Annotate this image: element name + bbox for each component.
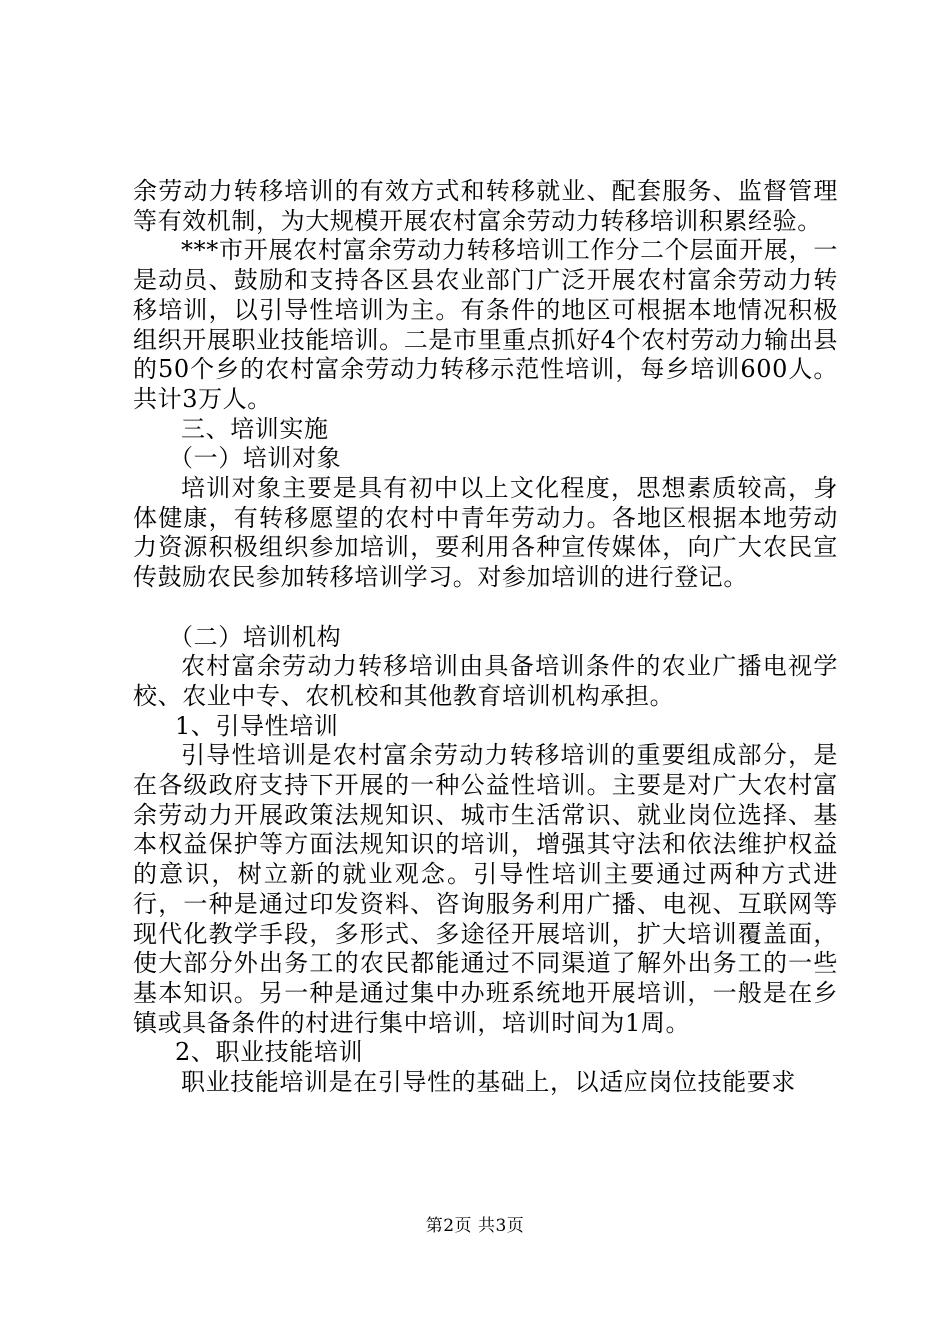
subsection-heading-trainees: （一）培训对象 bbox=[169, 444, 342, 473]
paragraph-institutions: 农村富余劳动力转移培训由具备培训条件的农业广播电视学校、农业中专、农机校和其他教育培训机构承担。 bbox=[133, 652, 838, 710]
paragraph-trainees: 培训对象主要是具有初中以上文化程度，思想素质较高，身体健康，有转移愿望的农村中青年劳动力。各地区根据本地劳动力资源积极组织参加培训，要利用各种宣传媒体，向广大农民宣传鼓励农民参加转移培训学习。对参加培训的进行登记。 bbox=[133, 474, 838, 592]
paragraph-vocational-training: 职业技能培训是在引导性的基础上，以适应岗位技能要求 bbox=[181, 1068, 796, 1097]
section-heading-implementation: 三、培训实施 bbox=[181, 414, 329, 443]
item-heading-guidance-training: 1、引导性培训 bbox=[175, 711, 339, 740]
item-heading-vocational-training: 2、职业技能培训 bbox=[175, 1038, 364, 1067]
paragraph-training-levels: ***市开展农村富余劳动力转移培训工作分二个层面开展，一是动员、鼓励和支持各区县农业部门广泛开展农村富余劳动力转移培训，以引导性培训为主。有条件的地区可根据本地情况积极组织开展职业技能培训。二是市里重点抓好4个农村劳动力输出县的50个乡的农村富余劳动力转移示范性培训，每乡培训600人。共计3万人。 bbox=[133, 236, 838, 413]
document-body bbox=[133, 177, 838, 1098]
paragraph-continuation: 余劳动力转移培训的有效方式和转移就业、配套服务、监督管理等有效机制，为大规模开展农村富余劳动力转移培训积累经验。 bbox=[133, 177, 838, 235]
subsection-heading-institutions: （二）培训机构 bbox=[169, 622, 342, 651]
page-footer: 第2页 共3页 bbox=[425, 1216, 525, 1236]
paragraph-gap bbox=[133, 593, 838, 623]
paragraph-guidance-training: 引导性培训是农村富余劳动力转移培训的重要组成部分，是在各级政府支持下开展的一种公益性培训。主要是对广大农村富余劳动力开展政策法规知识、城市生活常识、就业岗位选择、基本权益保护等方面法规知识的培训，增强其守法和依法维护权益的意识，树立新的就业观念。引导性培训主要通过两种方式进行，一种是通过印发资料、咨询服务利用广播、电视、互联网等现代化教学手段，多形式、多途径开展培训，扩大培训覆盖面，使大部分外出务工的农民都能通过不同渠道了解外出务工的一些基本知识。另一种是通过集中办班系统地开展培训，一般是在乡镇或具备条件的村进行集中培训，培训时间为1周。 bbox=[133, 741, 838, 1037]
